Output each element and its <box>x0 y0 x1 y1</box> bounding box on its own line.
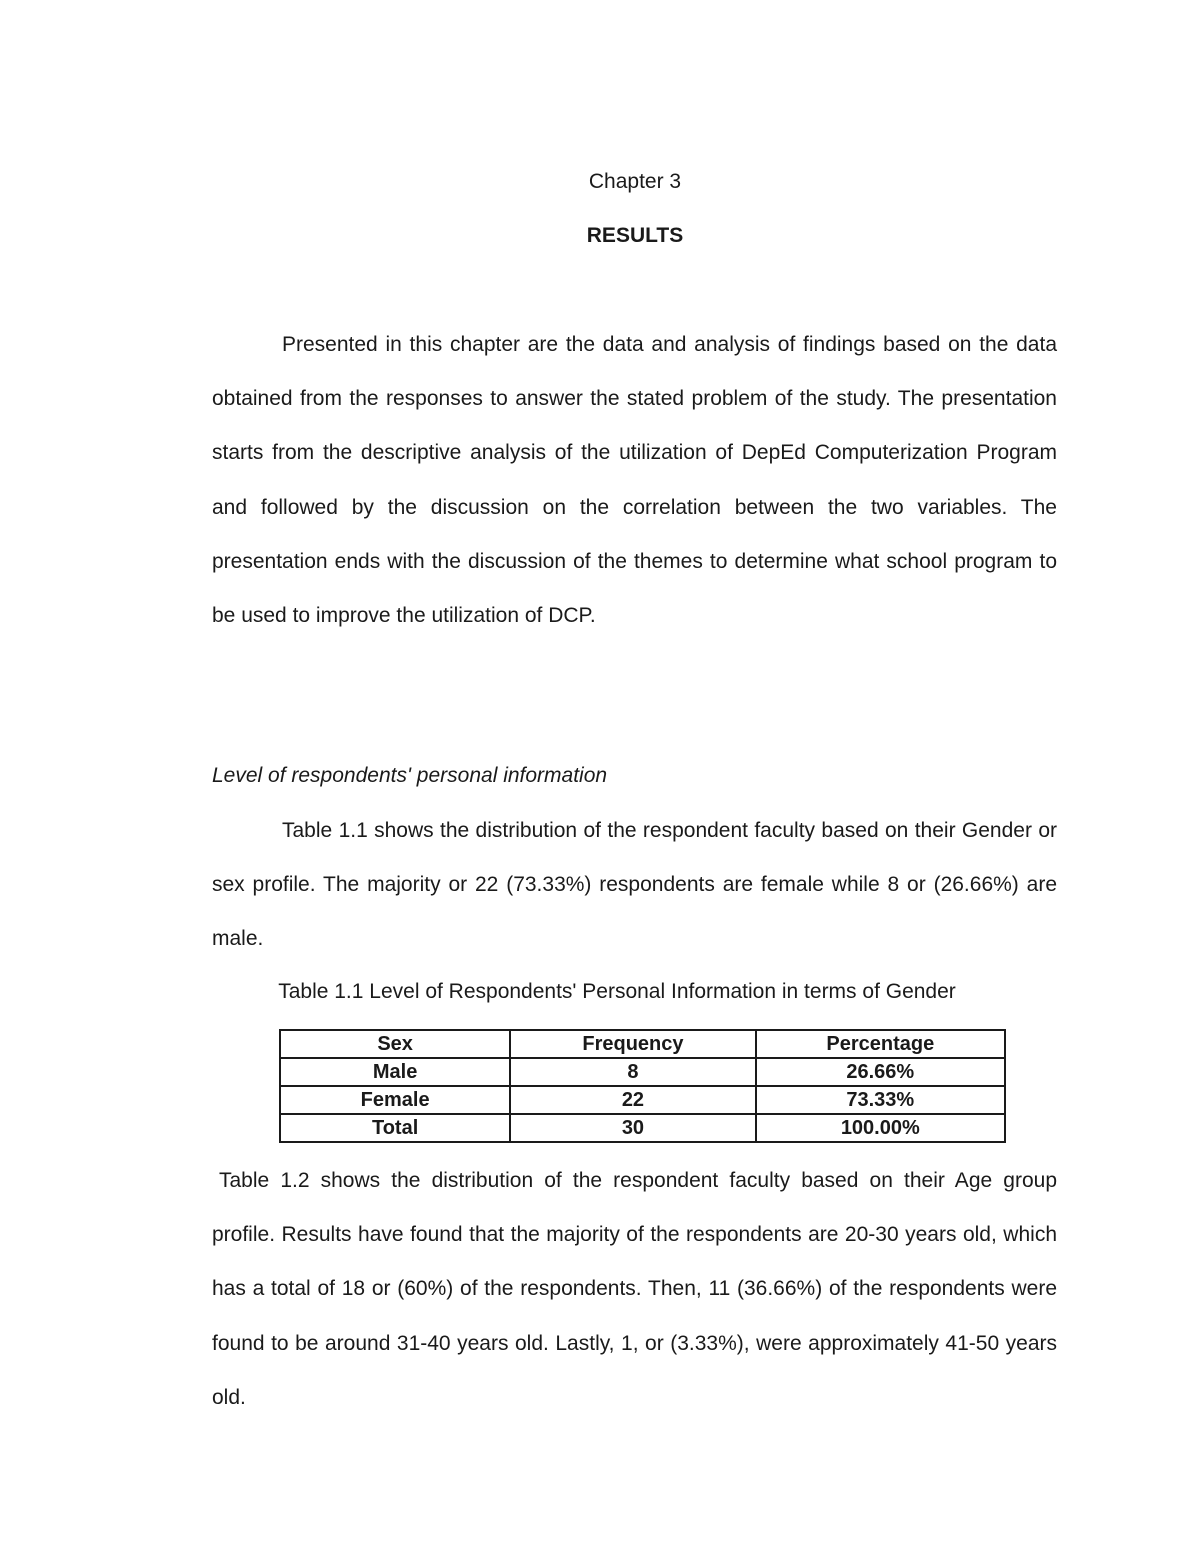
cell-sex: Male <box>280 1058 510 1086</box>
cell-percentage: 73.33% <box>756 1086 1005 1114</box>
cell-percentage: 26.66% <box>756 1058 1005 1086</box>
header-sex: Sex <box>280 1030 510 1058</box>
gender-table <box>279 1029 1006 1143</box>
gender-paragraph: Table 1.1 shows the distribution of the respondent faculty based on their Gender or sex profile. The majority or 22 (73.33%) respondents are female while 8 or (26.66%) are male. <box>212 819 1057 951</box>
cell-frequency: 30 <box>510 1114 755 1142</box>
cell-frequency: 22 <box>510 1086 755 1114</box>
cell-sex: Female <box>280 1086 510 1114</box>
section-heading: Level of respondents' personal information <box>212 764 608 787</box>
cell-frequency: 8 <box>510 1058 755 1086</box>
header-frequency: Frequency <box>510 1030 755 1058</box>
cell-sex: Total <box>280 1114 510 1142</box>
table-header-row <box>280 1030 1005 1058</box>
chapter-title: RESULTS <box>586 224 684 247</box>
intro-paragraph: Presented in this chapter are the data and analysis of findings based on the data obtained from the responses to answer the stated problem of the study. The presentation starts from the descriptive analysis of the utilization of DepEd Computerization Program and followed by the discussion on the correlation between the two variables. The presentation ends with the discussion of the themes to determine what school program to be used to improve the utilization of DCP. <box>212 333 1057 628</box>
cell-percentage: 100.00% <box>756 1114 1005 1142</box>
age-paragraph: Table 1.2 shows the distribution of the respondent faculty based on their Age group profile. Results have found that the majority of the respondents are 20-30 years old, which has a total of 18 or (60%) of the respondents. Then, 11 (36.66%) of the respondents were found to be around 31-40 years old. Lastly, 1, or (3.33%), were approximately 41-50 years old. <box>212 1169 1057 1409</box>
header-percentage: Percentage <box>756 1030 1005 1058</box>
table-row <box>280 1086 1005 1114</box>
table-row <box>280 1058 1005 1086</box>
table-caption: Table 1.1 Level of Respondents' Personal Information in terms of Gender <box>278 980 956 1003</box>
chapter-label: Chapter 3 <box>588 170 682 193</box>
table-row <box>280 1114 1005 1142</box>
